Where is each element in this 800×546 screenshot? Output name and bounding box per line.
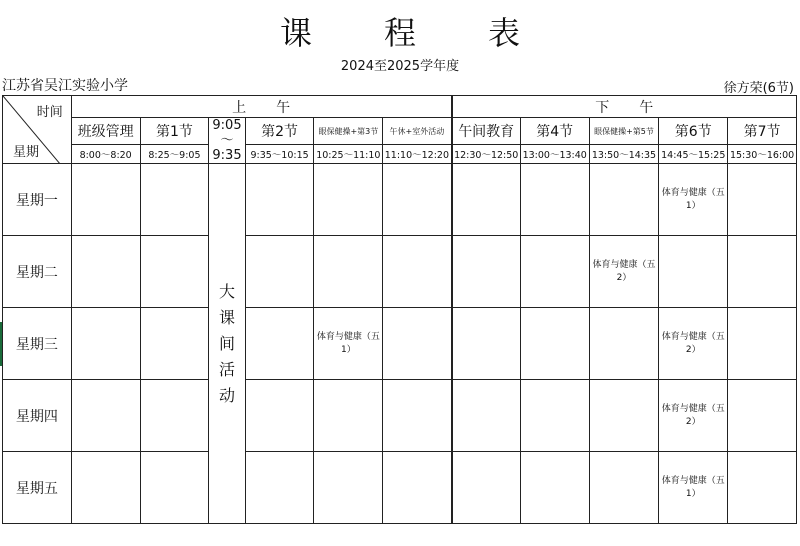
schedule-cell	[383, 236, 452, 308]
period-time: 8:00～8:20	[71, 145, 140, 164]
schedule-cell: 体育与健康（五2）	[659, 380, 728, 452]
period-label: 眼保健操+第5节	[589, 118, 659, 145]
schedule-cell	[452, 236, 521, 308]
period-label: 第1节	[140, 118, 209, 145]
period-label: 午休+室外活动	[383, 118, 452, 145]
corner-header	[3, 96, 72, 164]
schedule-cell: 体育与健康（五2）	[589, 236, 659, 308]
period-label: 午间教育	[452, 118, 521, 145]
period-label: 眼保健操+第3节	[314, 118, 383, 145]
period-label: 第6节	[659, 118, 728, 145]
corner-time-label: 时间	[36, 105, 63, 120]
day-label: 星期二	[3, 236, 72, 308]
period-time: 15:30～16:00	[728, 145, 797, 164]
schedule-cell	[452, 452, 521, 524]
schedule-cell	[71, 380, 140, 452]
day-label: 星期三	[3, 308, 72, 380]
schedule-cell	[589, 380, 659, 452]
schedule-cell	[383, 164, 452, 236]
schedule-cell: 体育与健康（五1）	[314, 308, 383, 380]
break-activity	[209, 164, 245, 524]
schedule-cell	[659, 236, 728, 308]
day-row	[3, 452, 797, 524]
schedule-cell	[383, 380, 452, 452]
corner-day-label: 星期	[13, 145, 40, 160]
schedule-cell	[728, 452, 797, 524]
schedule-cell: 体育与健康（五1）	[659, 452, 728, 524]
day-row	[3, 380, 797, 452]
schedule-cell	[140, 236, 209, 308]
schedule-cell	[314, 380, 383, 452]
schedule-cell	[71, 236, 140, 308]
day-label: 星期五	[3, 452, 72, 524]
period-label: 班级管理	[71, 118, 140, 145]
schedule-cell	[452, 308, 521, 380]
afternoon-header: 下午	[452, 96, 797, 118]
teacher-name: 徐方荣(6节)	[723, 81, 794, 96]
schedule-cell	[452, 380, 521, 452]
schedule-cell	[589, 452, 659, 524]
schedule-cell	[589, 308, 659, 380]
period-time: 13:50～14:35	[589, 145, 659, 164]
schedule-cell	[589, 164, 659, 236]
schedule-cell	[314, 164, 383, 236]
period-time: 9:35～10:15	[245, 145, 314, 164]
schedule-cell	[71, 308, 140, 380]
schedule-cell	[728, 380, 797, 452]
schedule-cell	[245, 452, 314, 524]
day-row	[3, 308, 797, 380]
schedule-cell	[71, 164, 140, 236]
day-label: 星期一	[3, 164, 72, 236]
break-time: 9:05 ～ 9:35	[209, 118, 245, 164]
schedule-cell	[520, 308, 589, 380]
break-activity-label: 大 课 间 活 动	[219, 281, 236, 405]
period-time: 12:30～12:50	[452, 145, 521, 164]
schedule-cell	[314, 452, 383, 524]
day-label: 星期四	[3, 380, 72, 452]
schedule-cell	[140, 452, 209, 524]
schedule-cell	[245, 380, 314, 452]
schedule-cell	[520, 164, 589, 236]
period-time: 13:00～13:40	[520, 145, 589, 164]
schedule-cell	[520, 452, 589, 524]
schedule-cell	[245, 308, 314, 380]
page-title: 课程表	[279, 14, 592, 52]
schedule-cell: 体育与健康（五2）	[659, 308, 728, 380]
schedule-cell	[314, 236, 383, 308]
schedule-cell	[520, 236, 589, 308]
schedule-cell	[728, 308, 797, 380]
schedule-cell	[140, 164, 209, 236]
period-time: 8:25～9:05	[140, 145, 209, 164]
schedule-cell	[140, 380, 209, 452]
period-label: 第4节	[520, 118, 589, 145]
period-label: 第7节	[728, 118, 797, 145]
schedule-cell	[383, 308, 452, 380]
period-time: 10:25～11:10	[314, 145, 383, 164]
schedule-cell	[728, 236, 797, 308]
schedule-cell: 体育与健康（五1）	[659, 164, 728, 236]
schedule-cell	[383, 452, 452, 524]
schedule-cell	[452, 164, 521, 236]
timetable	[2, 95, 797, 524]
day-row	[3, 236, 797, 308]
schedule-cell	[140, 308, 209, 380]
period-label: 第2节	[245, 118, 314, 145]
schedule-cell	[520, 380, 589, 452]
day-row	[3, 164, 797, 236]
period-time: 11:10～12:20	[383, 145, 452, 164]
schedule-cell	[71, 452, 140, 524]
school-year: 2024至2025学年度	[340, 59, 460, 74]
school-name: 江苏省吴江实验小学	[2, 78, 128, 94]
schedule-cell	[728, 164, 797, 236]
schedule-cell	[245, 164, 314, 236]
period-time: 14:45～15:25	[659, 145, 728, 164]
morning-header: 上午	[71, 96, 451, 118]
schedule-cell	[245, 236, 314, 308]
schedule-body	[3, 164, 797, 524]
